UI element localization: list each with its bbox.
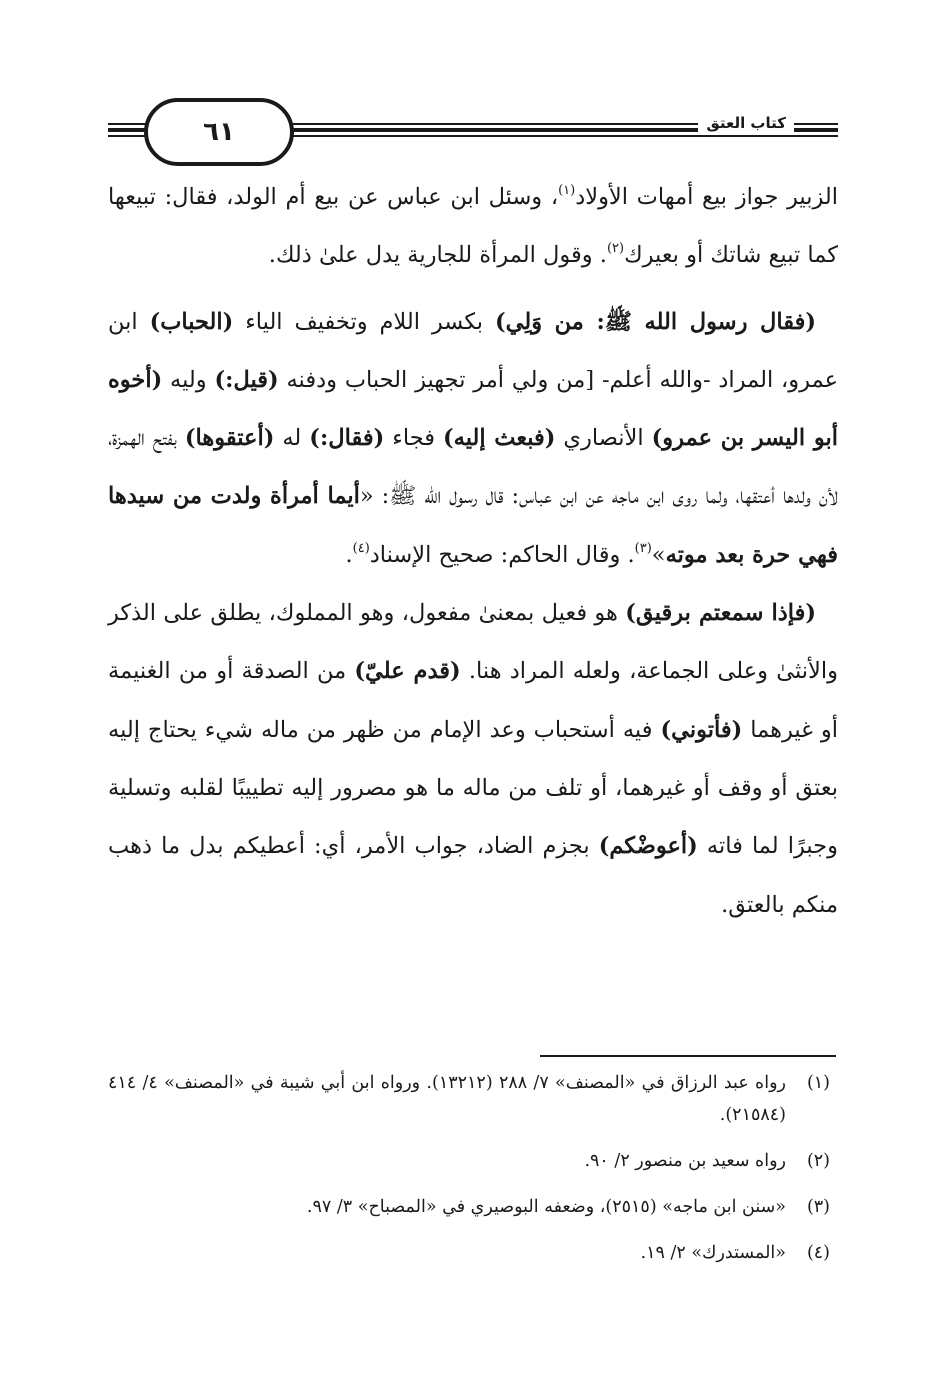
text: بفتح الهمزة، لأن ولدها أعتقها، ولما روى ابن ماجه عن ابن عباس: قال رسول الله ﷺ: « [108, 425, 838, 510]
footnote-item [108, 1237, 830, 1269]
bold-lemma: (الحباب) [149, 308, 234, 335]
bold-lemma: (فبعث إليه) [442, 425, 556, 452]
bold-lemma: (فقال:) [309, 425, 385, 452]
text: فجاء [384, 425, 443, 452]
footnote-number: (٢) [806, 1151, 830, 1171]
footnote-ref: (٢) [606, 241, 625, 257]
footnote-text: رواه سعيد بن منصور ٢/ ٩٠. [584, 1151, 786, 1171]
footnotes [108, 1067, 830, 1283]
footnote-number: (١) [806, 1073, 830, 1093]
footnote-ref: (١) [558, 183, 576, 198]
bold-lemma: (فأتوني) [660, 716, 743, 743]
text: بجزم الضاد، جواب الأمر، أي: أعطيكم بدل ما ذهب منكم بالعتق. [108, 833, 838, 918]
text: الأنصاري [555, 425, 652, 452]
bold-lemma: (أعتقوها) [184, 425, 275, 452]
paragraph-1 [108, 168, 838, 285]
footnote-text: رواه عبد الرزاق في «المصنف» ٧/ ٢٨٨ (١٣٢١٢). ورواه ابن أبي شيبة في «المصنف» ٤/ ٤١٤ (٢١٥٨٤). [108, 1073, 786, 1125]
footnote-separator [540, 1055, 836, 1057]
text: . وقول المرأة للجارية يدل علىٰ ذلك. [268, 242, 607, 269]
text: » [651, 541, 666, 568]
bold-lemma: (أعوضْكم) [598, 833, 698, 860]
running-title: كتاب العتق [698, 114, 794, 132]
page-header [108, 96, 838, 168]
footnote-ref: (٤) [352, 540, 370, 556]
text: بكسر اللام وتخفيف الياء [233, 308, 495, 335]
footnote-number: (٤) [806, 1243, 830, 1263]
page-number: ٦١ [144, 98, 294, 166]
text: . [345, 541, 353, 568]
text: فيه أستحباب وعد الإمام من ظهر من ماله شيء يحتاج إليه بعتق أو وقف أو غيرهما، أو تلف من ماله ما هو مصرور إليه تطييبًا لقلبه وتسلية وجبرًا لما فاته [108, 716, 838, 860]
bold-lemma: (قدم عليّ) [354, 658, 461, 685]
text: هو فعيل بمعنىٰ مفعول، وهو المملوك، يطلق على الذكر والأنثىٰ وعلى الجماعة، ولعله المراد هنا. [108, 600, 838, 685]
footnote-text: «المستدرك» ٢/ ١٩. [640, 1243, 786, 1263]
bold-lemma: (قيل:) [214, 366, 279, 393]
text: . وقال الحاكم: صحيح الإسناد [369, 541, 635, 568]
text: له [274, 425, 310, 452]
text: وليه [162, 366, 215, 393]
text: ابن عمرو، المراد -والله أعلم- [من ولي أمر تجهيز الحباب ودفنه [108, 308, 838, 393]
main-text [108, 168, 838, 934]
text: ، وسئل ابن عباس عن بيع أم الولد، فقال: تبيعها كما تبيع شاتك أو بعيرك [108, 184, 838, 269]
footnote-text: «سنن ابن ماجه» (٢٥١٥)، وضعفه البوصيري في «المصباح» ٣/ ٩٧. [306, 1197, 786, 1217]
hadith-quote: أيما أمرأة ولدت من سيدها فهي حرة بعد موته [108, 483, 838, 568]
paragraph-3 [108, 584, 838, 934]
bold-lemma: (فإذا سمعتم برقيق) [625, 600, 816, 627]
footnote-item [108, 1145, 830, 1177]
bold-lemma: (أخوه أبو اليسر بن عمرو) [108, 366, 838, 452]
footnote-item [108, 1191, 830, 1223]
paragraph-2 [108, 293, 838, 584]
bold-lemma: (فقال رسول الله ﷺ: من وَلِي) [494, 308, 817, 335]
text: الزبير جواز بيع أمهات الأولاد [575, 184, 838, 210]
footnote-ref: (٣) [634, 540, 652, 556]
footnote-number: (٣) [806, 1197, 830, 1217]
footnote-item [108, 1067, 830, 1131]
text: من الصدقة أو من الغنيمة أو غيرهما [108, 658, 839, 743]
